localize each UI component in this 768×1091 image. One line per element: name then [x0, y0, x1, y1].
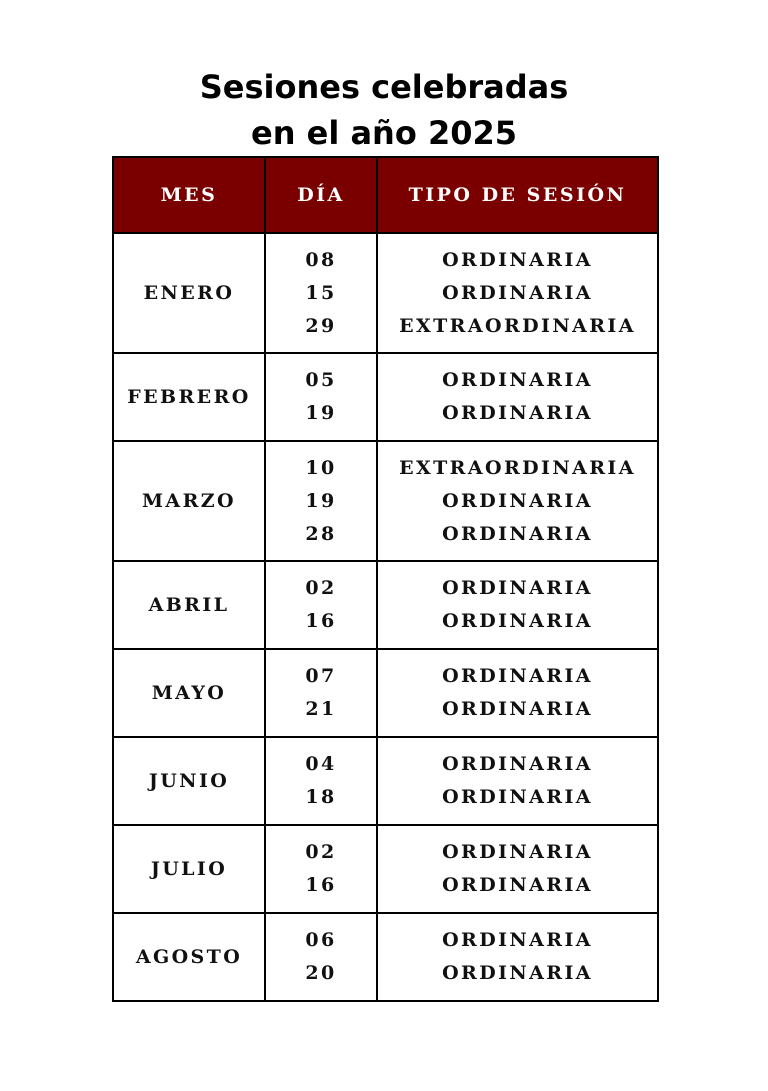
- day-value: 19: [305, 489, 337, 512]
- month-cell: FEBRERO: [113, 353, 265, 441]
- header-mes: MES: [113, 157, 265, 233]
- header-tipo-de-sesion: TIPO DE SESIÓN: [377, 157, 658, 233]
- day-value: 06: [305, 929, 337, 951]
- page-title-line-1: Sesiones celebradas: [199, 68, 569, 106]
- session-type-value: ORDINARIA: [442, 610, 593, 632]
- session-type-cell: [377, 649, 658, 737]
- day-cell: [265, 353, 377, 441]
- session-type-cell: [377, 913, 658, 1001]
- day-cell: [265, 561, 377, 649]
- table-row: [113, 737, 658, 825]
- session-type-value: ORDINARIA: [442, 248, 593, 271]
- day-value: 07: [305, 665, 337, 687]
- sessions-table: [112, 156, 659, 1002]
- day-value: 16: [305, 610, 337, 632]
- session-type-value: ORDINARIA: [442, 874, 593, 896]
- month-cell: JUNIO: [113, 737, 265, 825]
- header-dia: DÍA: [265, 157, 377, 233]
- session-type-value: ORDINARIA: [442, 281, 593, 304]
- session-type-value: ORDINARIA: [442, 962, 593, 984]
- day-value: 19: [305, 402, 337, 424]
- month-cell: MAYO: [113, 649, 265, 737]
- session-type-value: ORDINARIA: [442, 786, 593, 808]
- day-value: 02: [305, 577, 337, 599]
- session-type-value: ORDINARIA: [442, 665, 593, 687]
- day-value: 29: [305, 314, 337, 337]
- day-value: 05: [305, 369, 337, 391]
- session-type-value: EXTRAORDINARIA: [399, 456, 636, 479]
- month-cell: MARZO: [113, 441, 265, 561]
- session-type-cell: [377, 353, 658, 441]
- day-value: 20: [305, 962, 337, 984]
- day-cell: [265, 441, 377, 561]
- day-value: 02: [305, 841, 337, 863]
- session-type-cell: [377, 737, 658, 825]
- table-header-row: [113, 157, 658, 233]
- month-cell: ABRIL: [113, 561, 265, 649]
- day-cell: [265, 825, 377, 913]
- table-row: [113, 913, 658, 1001]
- session-type-value: ORDINARIA: [442, 522, 593, 545]
- page-title: [0, 64, 768, 156]
- session-type-value: ORDINARIA: [442, 489, 593, 512]
- session-type-value: ORDINARIA: [442, 698, 593, 720]
- session-type-value: ORDINARIA: [442, 753, 593, 775]
- session-type-value: ORDINARIA: [442, 577, 593, 599]
- session-type-value: ORDINARIA: [442, 929, 593, 951]
- day-value: 21: [305, 698, 337, 720]
- day-cell: [265, 233, 377, 353]
- table-row: [113, 825, 658, 913]
- day-value: 28: [305, 522, 337, 545]
- day-value: 08: [305, 248, 337, 271]
- day-value: 18: [305, 786, 337, 808]
- table-row: [113, 441, 658, 561]
- day-cell: [265, 649, 377, 737]
- session-type-value: EXTRAORDINARIA: [399, 314, 636, 337]
- day-value: 04: [305, 753, 337, 775]
- table-row: [113, 353, 658, 441]
- day-value: 16: [305, 874, 337, 896]
- table-row: [113, 561, 658, 649]
- session-type-cell: [377, 561, 658, 649]
- month-cell: ENERO: [113, 233, 265, 353]
- day-cell: [265, 913, 377, 1001]
- table-row: [113, 649, 658, 737]
- table-row: [113, 233, 658, 353]
- session-type-value: ORDINARIA: [442, 841, 593, 863]
- month-cell: AGOSTO: [113, 913, 265, 1001]
- day-value: 10: [305, 456, 337, 479]
- session-type-value: ORDINARIA: [442, 402, 593, 424]
- session-type-cell: [377, 233, 658, 353]
- day-value: 15: [305, 281, 337, 304]
- session-type-value: ORDINARIA: [442, 369, 593, 391]
- day-cell: [265, 737, 377, 825]
- month-cell: JULIO: [113, 825, 265, 913]
- session-type-cell: [377, 825, 658, 913]
- session-type-cell: [377, 441, 658, 561]
- page-title-line-2: en el año 2025: [251, 114, 517, 152]
